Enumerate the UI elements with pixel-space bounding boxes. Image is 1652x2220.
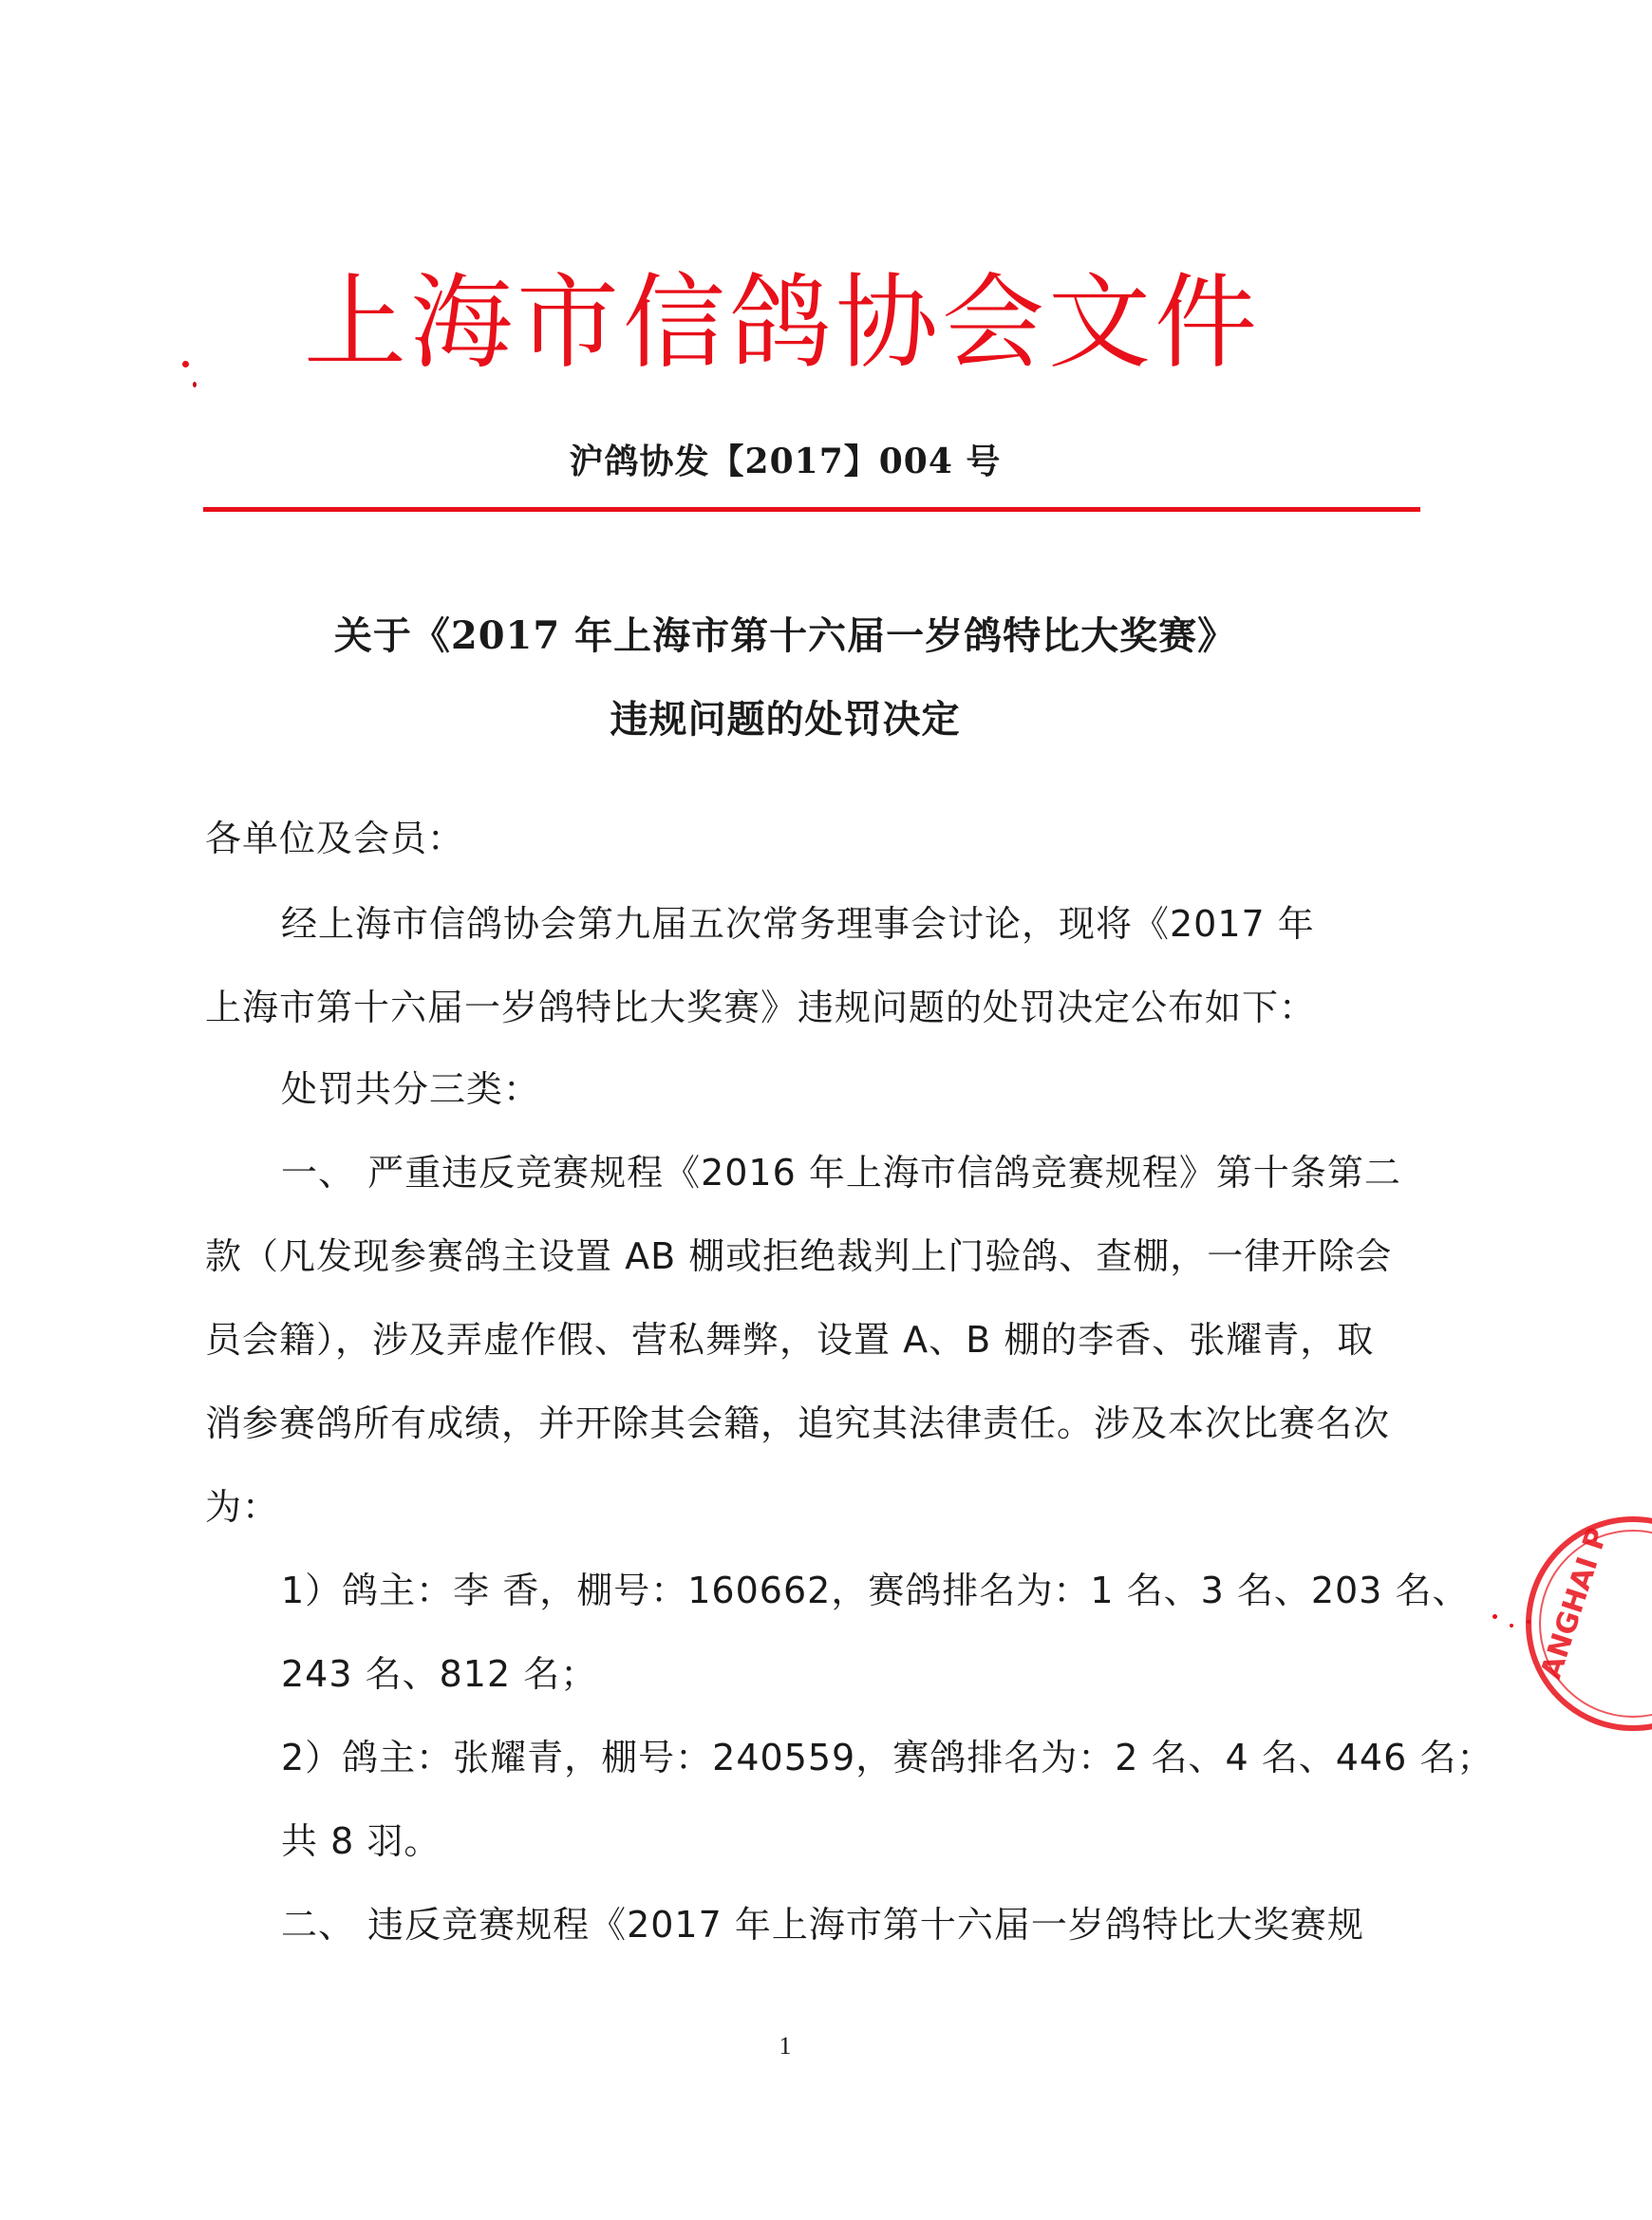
body-line-8: 为：: [205, 1486, 280, 1528]
official-seal-icon: [1500, 1510, 1652, 1738]
scan-speck: [1527, 1620, 1530, 1624]
scan-speck: [193, 382, 197, 387]
body-line-13: 二、 违反竞赛规程《2017 年上海市第十六届一岁鸽特比大奖赛规: [281, 1904, 1364, 1946]
body-line-2: 上海市第十六届一岁鸽特比大奖赛》违规问题的处罚决定公布如下：: [205, 987, 1317, 1028]
scan-speck: [182, 361, 189, 367]
page-number: 1: [779, 2032, 792, 2060]
body-line-10: 243 名、812 名；: [281, 1653, 598, 1695]
body-line-1: 经上海市信鸽协会第九届五次常务理事会讨论，现将《2017 年: [281, 903, 1315, 945]
document-title-line-1: 关于《2017 年上海市第十六届一岁鸽特比大奖赛》: [333, 613, 1237, 658]
body-line-7: 消参赛鸽所有成绩，并开除其会籍，追究其法律责任。涉及本次比赛名次: [205, 1402, 1391, 1444]
body-line-4: 一、 严重违反竞赛规程《2016 年上海市信鸽竞赛规程》第十条第二: [281, 1152, 1401, 1194]
body-line-6: 员会籍），涉及弄虚作假、营私舞弊，设置 A、B 棚的李香、张耀青，取: [205, 1319, 1375, 1361]
seal-text: ANGHAI P: [1534, 1523, 1615, 1684]
letterhead-title: 上海市信鸽协会文件: [304, 264, 1262, 383]
body-line-5: 款（凡发现参赛鸽主设置 AB 棚或拒绝裁判上门验鸽、查棚，一律开除会: [205, 1235, 1393, 1277]
body-line-9: 1）鸽主：李 香，棚号：160662，赛鸽排名为：1 名、3 名、203 名、: [281, 1570, 1470, 1611]
body-line-11: 2）鸽主：张耀青，棚号：240559，赛鸽排名为：2 名、4 名、446 名；: [281, 1737, 1494, 1778]
document-number: 沪鸽协发【2017】004 号: [569, 442, 1002, 481]
scan-speck: [1510, 1624, 1513, 1627]
body-line-3: 处罚共分三类：: [281, 1068, 541, 1110]
document-title-line-2: 违规问题的处罚决定: [610, 697, 961, 742]
scan-speck: [1492, 1614, 1497, 1619]
letterhead-divider: [203, 507, 1420, 512]
salutation: 各单位及会员：: [205, 818, 465, 859]
body-line-12: 共 8 羽。: [281, 1820, 441, 1862]
